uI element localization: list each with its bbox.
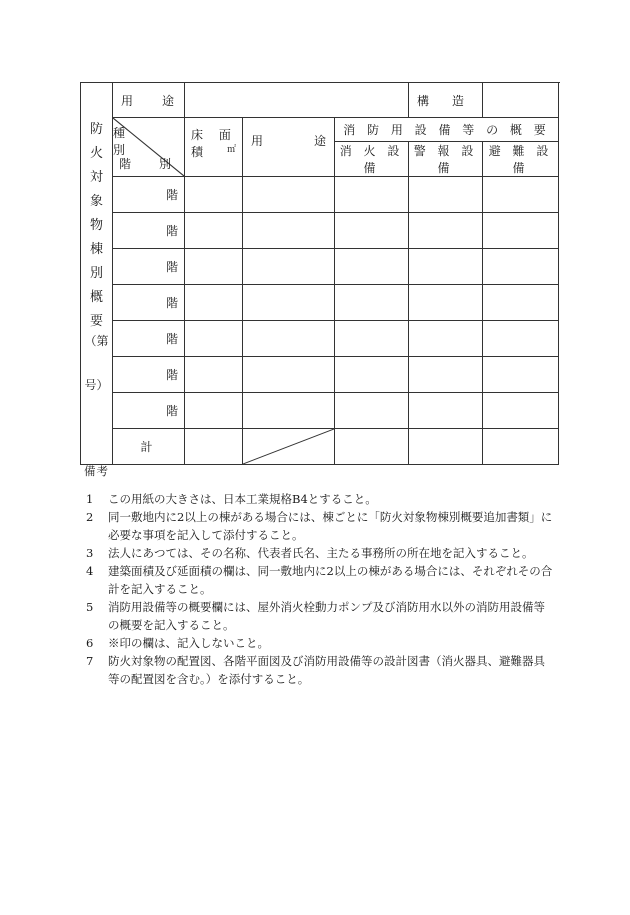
floor-row-label: 階 — [113, 357, 185, 393]
floor-area-cell[interactable] — [185, 213, 243, 249]
side-title-close: 号） — [84, 378, 109, 392]
evacuation-header: 避 難 設 備 — [483, 142, 559, 177]
use-cell[interactable] — [243, 393, 335, 429]
total-alarm-cell[interactable] — [409, 429, 483, 465]
structure-label: 構 造 — [409, 83, 483, 118]
use-cell[interactable] — [243, 249, 335, 285]
remark-item: 3 法人にあつては、その名称、代表者氏名、主たる事務所の所在地を記入すること。 — [86, 546, 534, 560]
total-use-diagonal — [243, 429, 335, 465]
fire-extinguishing-cell[interactable] — [335, 285, 409, 321]
fire-extinguishing-cell[interactable] — [335, 249, 409, 285]
evacuation-cell[interactable] — [483, 321, 559, 357]
evacuation-cell[interactable] — [483, 213, 559, 249]
use-header: 用 途 — [243, 118, 335, 177]
evacuation-cell[interactable] — [483, 177, 559, 213]
use-cell[interactable] — [243, 285, 335, 321]
floor-row-label: 階 — [113, 285, 185, 321]
remark-item: 5 消防用設備等の概要欄には、屋外消火栓動力ポンプ及び消防用水以外の消防用設備等の概要を記入すること。 — [86, 600, 545, 632]
total-floor-area-cell[interactable] — [185, 429, 243, 465]
alarm-cell[interactable] — [409, 393, 483, 429]
structure-field[interactable] — [483, 83, 559, 118]
floor-area-cell[interactable] — [185, 321, 243, 357]
usage-label: 用 途 — [113, 83, 185, 118]
usage-field[interactable] — [185, 83, 409, 118]
total-fire-extinguishing-cell[interactable] — [335, 429, 409, 465]
alarm-cell[interactable] — [409, 285, 483, 321]
use-cell[interactable] — [243, 213, 335, 249]
fire-equipment-overview-header: 消 防 用 設 備 等 の 概 要 — [335, 118, 559, 142]
floor-area-cell[interactable] — [185, 393, 243, 429]
floor-row-label: 階 — [113, 213, 185, 249]
building-summary-table — [80, 82, 559, 465]
remark-item: 7 防火対象物の配置図、各階平面図及び消防用設備等の設計図書（消火器具、避難器具等の配置図を含む。）を添付すること。 — [86, 654, 545, 686]
floor-area-cell[interactable] — [185, 177, 243, 213]
alarm-cell[interactable] — [409, 213, 483, 249]
evacuation-cell[interactable] — [483, 285, 559, 321]
floor-row-label: 階 — [113, 321, 185, 357]
use-cell[interactable] — [243, 177, 335, 213]
remark-item: 2 同一敷地内に2以上の棟がある場合には、棟ごとに「防火対象物棟別概要追加書類」に必要な事項を記入して添付すること。 — [86, 510, 553, 542]
total-label: 計 — [113, 429, 185, 465]
remark-item: 4 建築面積及び延面積の欄は、同一敷地内に2以上の棟がある場合には、それぞれその合計を記入すること。 — [86, 564, 553, 596]
floor-area-cell[interactable] — [185, 357, 243, 393]
remark-item: 6 ※印の欄は、記入しないこと。 — [86, 636, 269, 650]
fire-extinguishing-cell[interactable] — [335, 177, 409, 213]
alarm-header: 警 報 設 備 — [409, 142, 483, 177]
fire-extinguishing-cell[interactable] — [335, 321, 409, 357]
fire-extinguishing-cell[interactable] — [335, 357, 409, 393]
fire-extinguishing-cell[interactable] — [335, 213, 409, 249]
floor-row-label: 階 — [113, 177, 185, 213]
remarks-heading: 備考 — [84, 464, 109, 478]
alarm-cell[interactable] — [409, 249, 483, 285]
remark-item: 1 この用紙の大きさは、日本工業規格B4とすること。 — [86, 492, 377, 506]
evacuation-cell[interactable] — [483, 249, 559, 285]
kind-floor-diagonal-header: 種 別 階 別 — [113, 118, 185, 177]
floor-area-cell[interactable] — [185, 249, 243, 285]
fire-extinguishing-header: 消 火 設 備 — [335, 142, 409, 177]
use-cell[interactable] — [243, 357, 335, 393]
alarm-cell[interactable] — [409, 177, 483, 213]
fire-extinguishing-cell[interactable] — [335, 393, 409, 429]
side-title-open: （第 — [84, 334, 109, 348]
floor-row-label: 階 — [113, 249, 185, 285]
remarks-section — [84, 462, 554, 688]
floor-area-header: 床 面 積 ㎡ — [185, 118, 243, 177]
floor-row-label: 階 — [113, 393, 185, 429]
alarm-cell[interactable] — [409, 357, 483, 393]
evacuation-cell[interactable] — [483, 357, 559, 393]
side-title: 防 火 対 象 物 棟 別 概 要 （第 号） — [81, 83, 113, 465]
floor-area-cell[interactable] — [185, 285, 243, 321]
use-cell[interactable] — [243, 321, 335, 357]
alarm-cell[interactable] — [409, 321, 483, 357]
evacuation-cell[interactable] — [483, 393, 559, 429]
total-evacuation-cell[interactable] — [483, 429, 559, 465]
